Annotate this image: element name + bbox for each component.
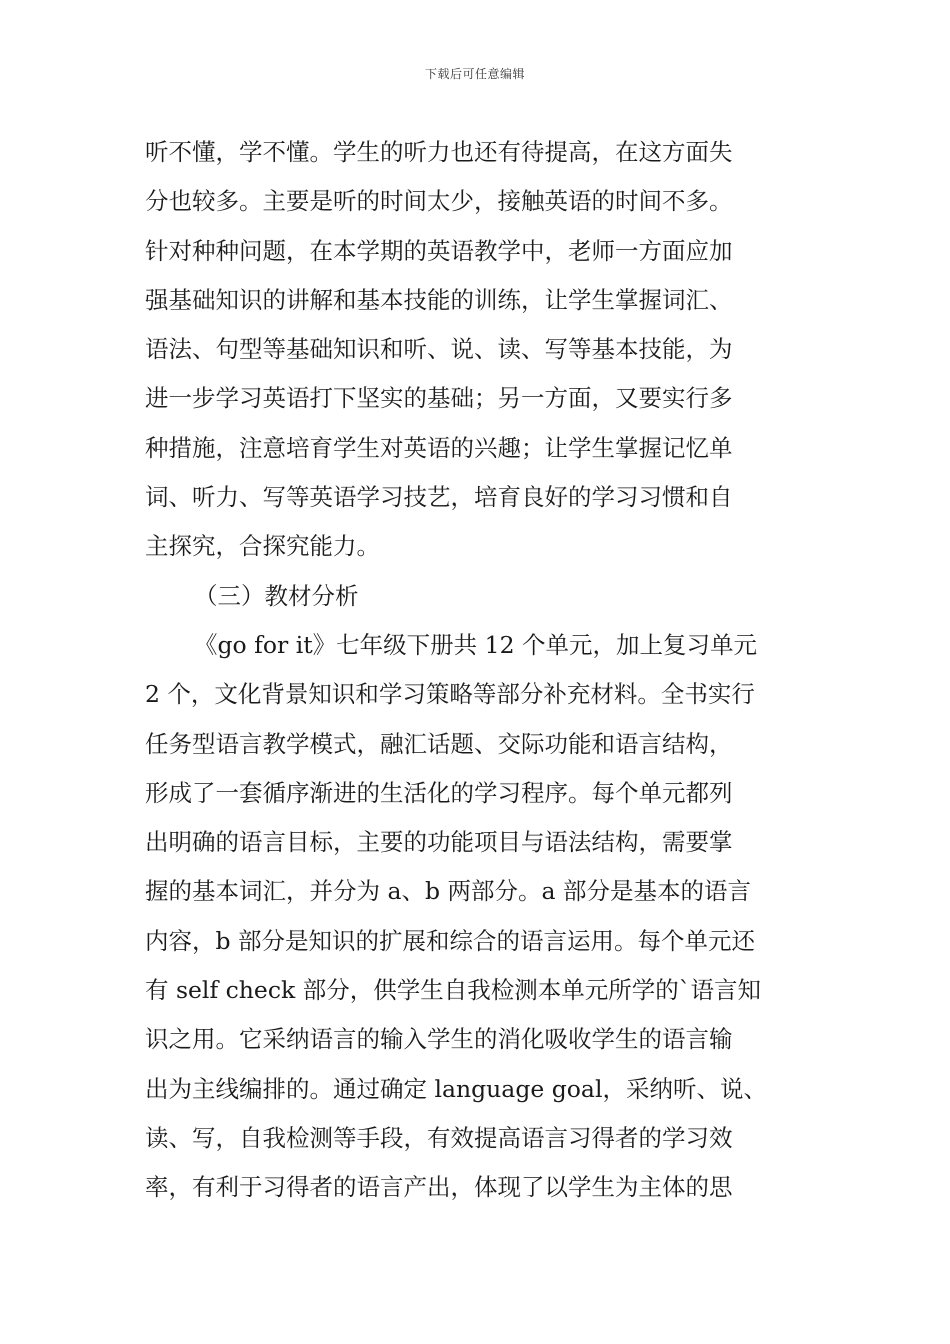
- text-line: 内容，b 部分是知识的扩展和综合的语言运用。每个单元还: [145, 926, 756, 955]
- text-line: 词、听力、写等英语学习技艺，培育良好的学习习惯和自: [145, 483, 733, 512]
- text-line: 针对种种问题，在本学期的英语教学中，老师一方面应加: [145, 236, 733, 265]
- page-header: 下载后可任意编辑: [424, 67, 525, 81]
- text-line: 语法、句型等基础知识和听、说、读、写等基本技能，为: [145, 335, 733, 364]
- body-text: [145, 128, 825, 1213]
- text-line: 出为主线编排的。通过确定 language goal，采纳听、说、: [145, 1074, 767, 1103]
- text-line: 强基础知识的讲解和基本技能的训练，让学生掌握词汇、: [145, 285, 733, 314]
- text-line: 读、写，自我检测等手段，有效提高语言习得者的学习效: [145, 1123, 733, 1152]
- text-line: 2 个，文化背景知识和学习策略等部分补充材料。全书实行: [145, 680, 755, 709]
- text-line: 主探究，合探究能力。: [145, 532, 380, 561]
- text-line: 听不懂，学不懂。学生的听力也还有待提高，在这方面失: [145, 138, 733, 166]
- text-line: 分也较多。主要是听的时间太少，接触英语的时间不多。: [145, 187, 733, 216]
- text-line: 有 self check 部分，供学生自我检测本单元所学的`语言知: [145, 976, 761, 1005]
- text-line: 识之用。它采纳语言的输入学生的消化吸收学生的语言输: [145, 1025, 733, 1054]
- text-line: 种措施，注意培育学生对英语的兴趣；让学生掌握记忆单: [145, 433, 733, 462]
- text-line: 《go for it》七年级下册共 12 个单元，加上复习单元: [194, 630, 758, 659]
- text-line: 率，有利于习得者的语言产出，体现了以学生为主体的思: [145, 1173, 733, 1202]
- section-heading: （三）教材分析: [194, 581, 359, 610]
- text-line: 形成了一套循序渐进的生活化的学习程序。每个单元都列: [145, 778, 733, 807]
- text-line: 进一步学习英语打下坚实的基础；另一方面，又要实行多: [145, 384, 733, 413]
- text-line: 任务型语言教学模式，融汇话题、交际功能和语言结构，: [145, 729, 733, 758]
- text-line: 握的基本词汇，并分为 a、b 两部分。a 部分是基本的语言: [145, 877, 751, 906]
- text-line: 出明确的语言目标，主要的功能项目与语法结构，需要掌: [145, 828, 733, 857]
